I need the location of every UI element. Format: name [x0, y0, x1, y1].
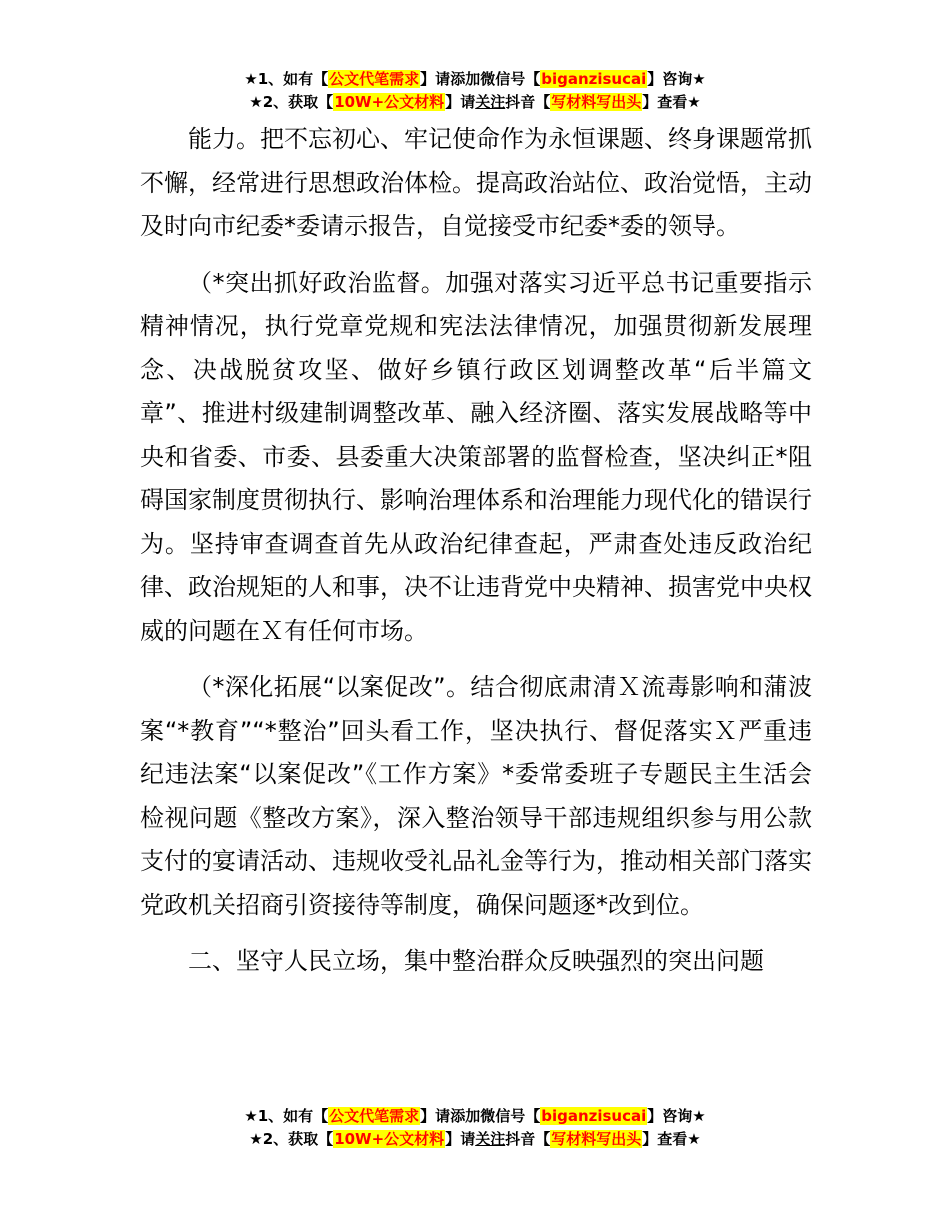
document-body: [140, 118, 812, 997]
body-paragraph-3: （*深化拓展“以案促改”。结合彻底肃清Ｘ流毒影响和蒲波案“*教育”“*整治”回头看工作，坚决执行、督促落实Ｘ严重违纪违法案“以案促改”《工作方案》*委常委班子专题民主生活会检视问题《整改方案》，深入整治领导干部违规组织参与用公款支付的宴请活动、违规收受礼品礼金等行为，推动相关部门落实党政机关招商引资接待等制度，确保问题逐*改到位。: [140, 673, 812, 919]
banner-text: 】查看★: [642, 93, 701, 111]
banner-text: 】请: [420, 1107, 451, 1125]
footer-banner: [0, 1105, 950, 1151]
banner-text: ★2、获取【: [249, 1130, 334, 1148]
banner-text: 抖音【: [505, 93, 551, 111]
banner-text: 】查看★: [642, 1130, 701, 1148]
banner-text: 】请: [445, 93, 476, 111]
banner-emphasis: 添加: [450, 70, 481, 88]
highlight-materials: 10W+公文材料: [334, 1130, 445, 1148]
banner-text: 微信号【: [480, 1107, 541, 1125]
banner-emphasis: 关注: [475, 93, 506, 111]
highlight-ghostwriting-service: 公文代笔需求: [329, 1107, 420, 1125]
highlight-materials: 10W+公文材料: [334, 93, 445, 111]
highlight-douyin-account: 写材料写出头: [551, 1130, 642, 1148]
highlight-wechat-id: biganzisucai: [541, 1107, 647, 1125]
body-paragraph-1: 能力。把不忘初心、牢记使命作为永恒课题、终身课题常抓不懈，经常进行思想政治体检。提高政治站位、政治觉悟，主动及时向市纪委*委请示报告，自觉接受市纪委*委的领导。: [140, 125, 812, 240]
header-banner-line-2: [0, 91, 950, 114]
banner-text: ★1、如有【: [244, 70, 329, 88]
body-paragraph-2: （*突出抓好政治监督。加强对落实习近平总书记重要指示精神情况，执行党章党规和宪法法律情况，加强贯彻新发展理念、决战脱贫攻坚、做好乡镇行政区划调整改革“后半篇文章”、推进村级建制调整改革、融入经济圈、落实发展战略等中央和省委、市委、县委重大决策部署的监督检查，坚决纠正*阻碍国家制度贯彻执行、影响治理体系和治理能力现代化的错误行为。坚持审查调查首先从政治纪律查起，严肃查处违反政治纪律、政治规矩的人和事，决不让违背党中央精神、损害党中央权威的问题在Ｘ有任何市场。: [140, 268, 812, 645]
banner-text: 微信号【: [480, 70, 541, 88]
banner-text: 抖音【: [505, 1130, 551, 1148]
banner-text: 】请: [445, 1130, 476, 1148]
header-banner-line-1: [0, 68, 950, 91]
banner-text: 】咨询★: [647, 70, 706, 88]
banner-text: 】请: [420, 70, 451, 88]
highlight-wechat-id: biganzisucai: [541, 70, 647, 88]
banner-text: 】咨询★: [647, 1107, 706, 1125]
highlight-douyin-account: 写材料写出头: [551, 93, 642, 111]
banner-emphasis: 关注: [475, 1130, 506, 1148]
banner-text: ★2、获取【: [249, 93, 334, 111]
header-banner: [0, 68, 950, 114]
highlight-ghostwriting-service: 公文代笔需求: [329, 70, 420, 88]
banner-emphasis: 添加: [450, 1107, 481, 1125]
footer-banner-line-2: [0, 1128, 950, 1151]
banner-text: ★1、如有【: [244, 1107, 329, 1125]
footer-banner-line-1: [0, 1105, 950, 1128]
section-heading-2: 二、坚守人民立场，集中整治群众反映强烈的突出问题: [188, 947, 764, 975]
